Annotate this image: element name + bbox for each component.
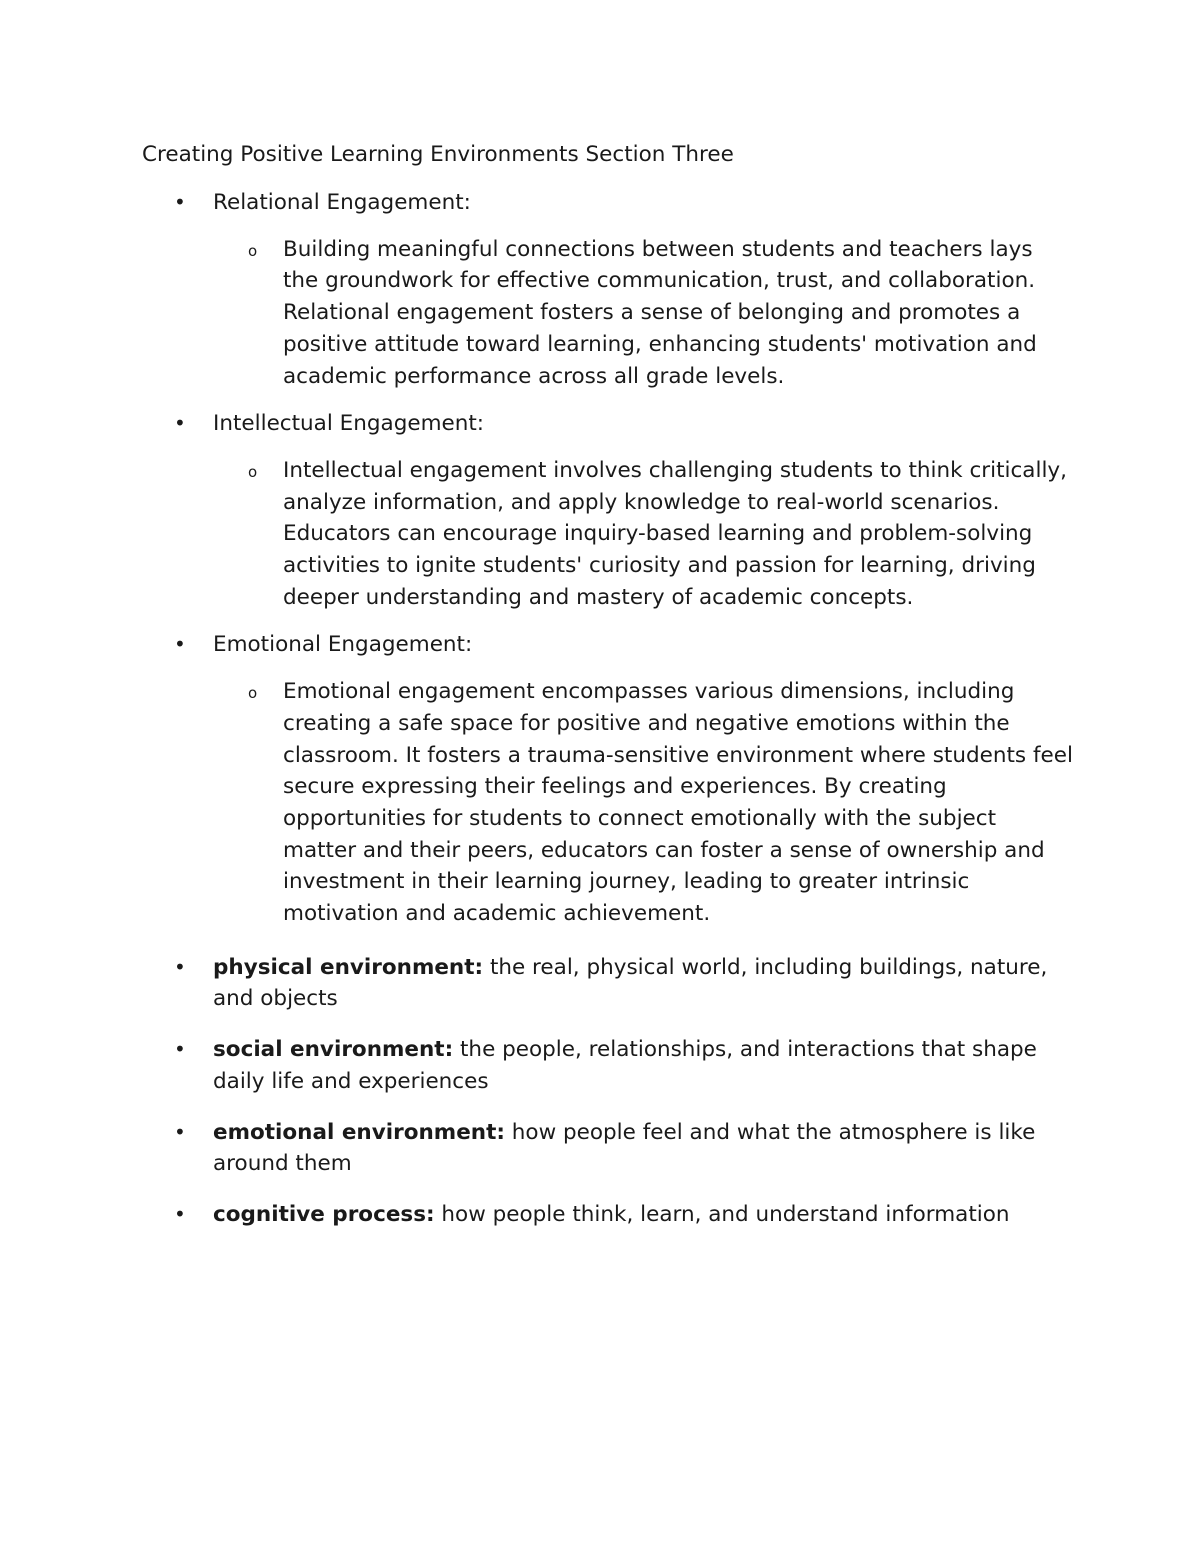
engagement-detail: Building meaningful connections between students and teachers lays the groundwork for effective communication, trust, and collaboration. Relational engagement fosters a sense of belonging and promotes a positive attitude toward learning, enhancing students' motivation and academic performance across all grade levels.	[283, 236, 1037, 389]
bullet-icon: •	[174, 1119, 186, 1144]
bullet-icon: •	[174, 411, 186, 436]
definition-text: the real, physical world, including buildings, nature, and objects	[213, 954, 1048, 1012]
list-item	[0, 629, 1200, 661]
definition-text: the people, relationships, and interactions that shape daily life and experiences	[213, 1037, 1037, 1094]
list-item	[0, 1034, 1200, 1097]
list-item	[0, 234, 1200, 393]
bullet-icon: •	[174, 954, 186, 979]
document-title: Creating Positive Learning Environments Section Three	[142, 142, 734, 167]
definition-term: emotional environment:	[213, 1119, 505, 1145]
sub-bullet-icon: o	[248, 241, 258, 260]
engagement-heading: Relational Engagement:	[213, 190, 471, 215]
definition-entry	[213, 1034, 1073, 1097]
list-item	[0, 187, 1200, 219]
list-item	[0, 1117, 1200, 1180]
engagement-list	[0, 187, 1200, 1231]
definition-text: how people think, learn, and understand information	[434, 1201, 1010, 1227]
bullet-icon: •	[174, 190, 186, 214]
definition-term: social environment:	[213, 1037, 454, 1063]
list-item	[0, 408, 1200, 440]
engagement-detail: Emotional engagement encompasses various dimensions, including creating a safe space for positive and negative emotions within the classroom. It fosters a trauma-sensitive environment where students feel secure expressing their feelings and experiences. By creating opportunities for students to connect emotionally with the subject matter and their peers, educators can foster a sense of ownership and investment in their learning journey, leading to greater intrinsic motivation and academic achievement.	[283, 679, 1073, 927]
bullet-icon: •	[174, 1201, 186, 1226]
definition-entry	[213, 1117, 1073, 1180]
engagement-heading: Intellectual Engagement:	[213, 411, 485, 437]
sub-bullet-icon: o	[248, 462, 258, 481]
definition-entry	[213, 952, 1073, 1015]
list-item	[0, 676, 1200, 930]
definition-text: how people feel and what the atmosphere is like around them	[213, 1119, 1036, 1177]
list-item	[0, 1199, 1200, 1231]
sub-bullet-icon: o	[248, 684, 258, 703]
definition-entry	[213, 1199, 1073, 1231]
engagement-detail: Intellectual engagement involves challenging students to think critically, analyze information, and apply knowledge to real-world scenarios. Educators can encourage inquiry-based learning and problem-solving activities to ignite students' curiosity and passion for learning, driving deeper understanding and mastery of academic concepts.	[283, 457, 1067, 610]
list-item	[0, 952, 1200, 1015]
list-item	[0, 455, 1200, 614]
bullet-icon: •	[174, 632, 186, 657]
definition-term: physical environment:	[213, 954, 484, 980]
bullet-icon: •	[174, 1037, 186, 1062]
engagement-heading: Emotional Engagement:	[213, 632, 473, 658]
definition-term: cognitive process:	[213, 1201, 435, 1227]
